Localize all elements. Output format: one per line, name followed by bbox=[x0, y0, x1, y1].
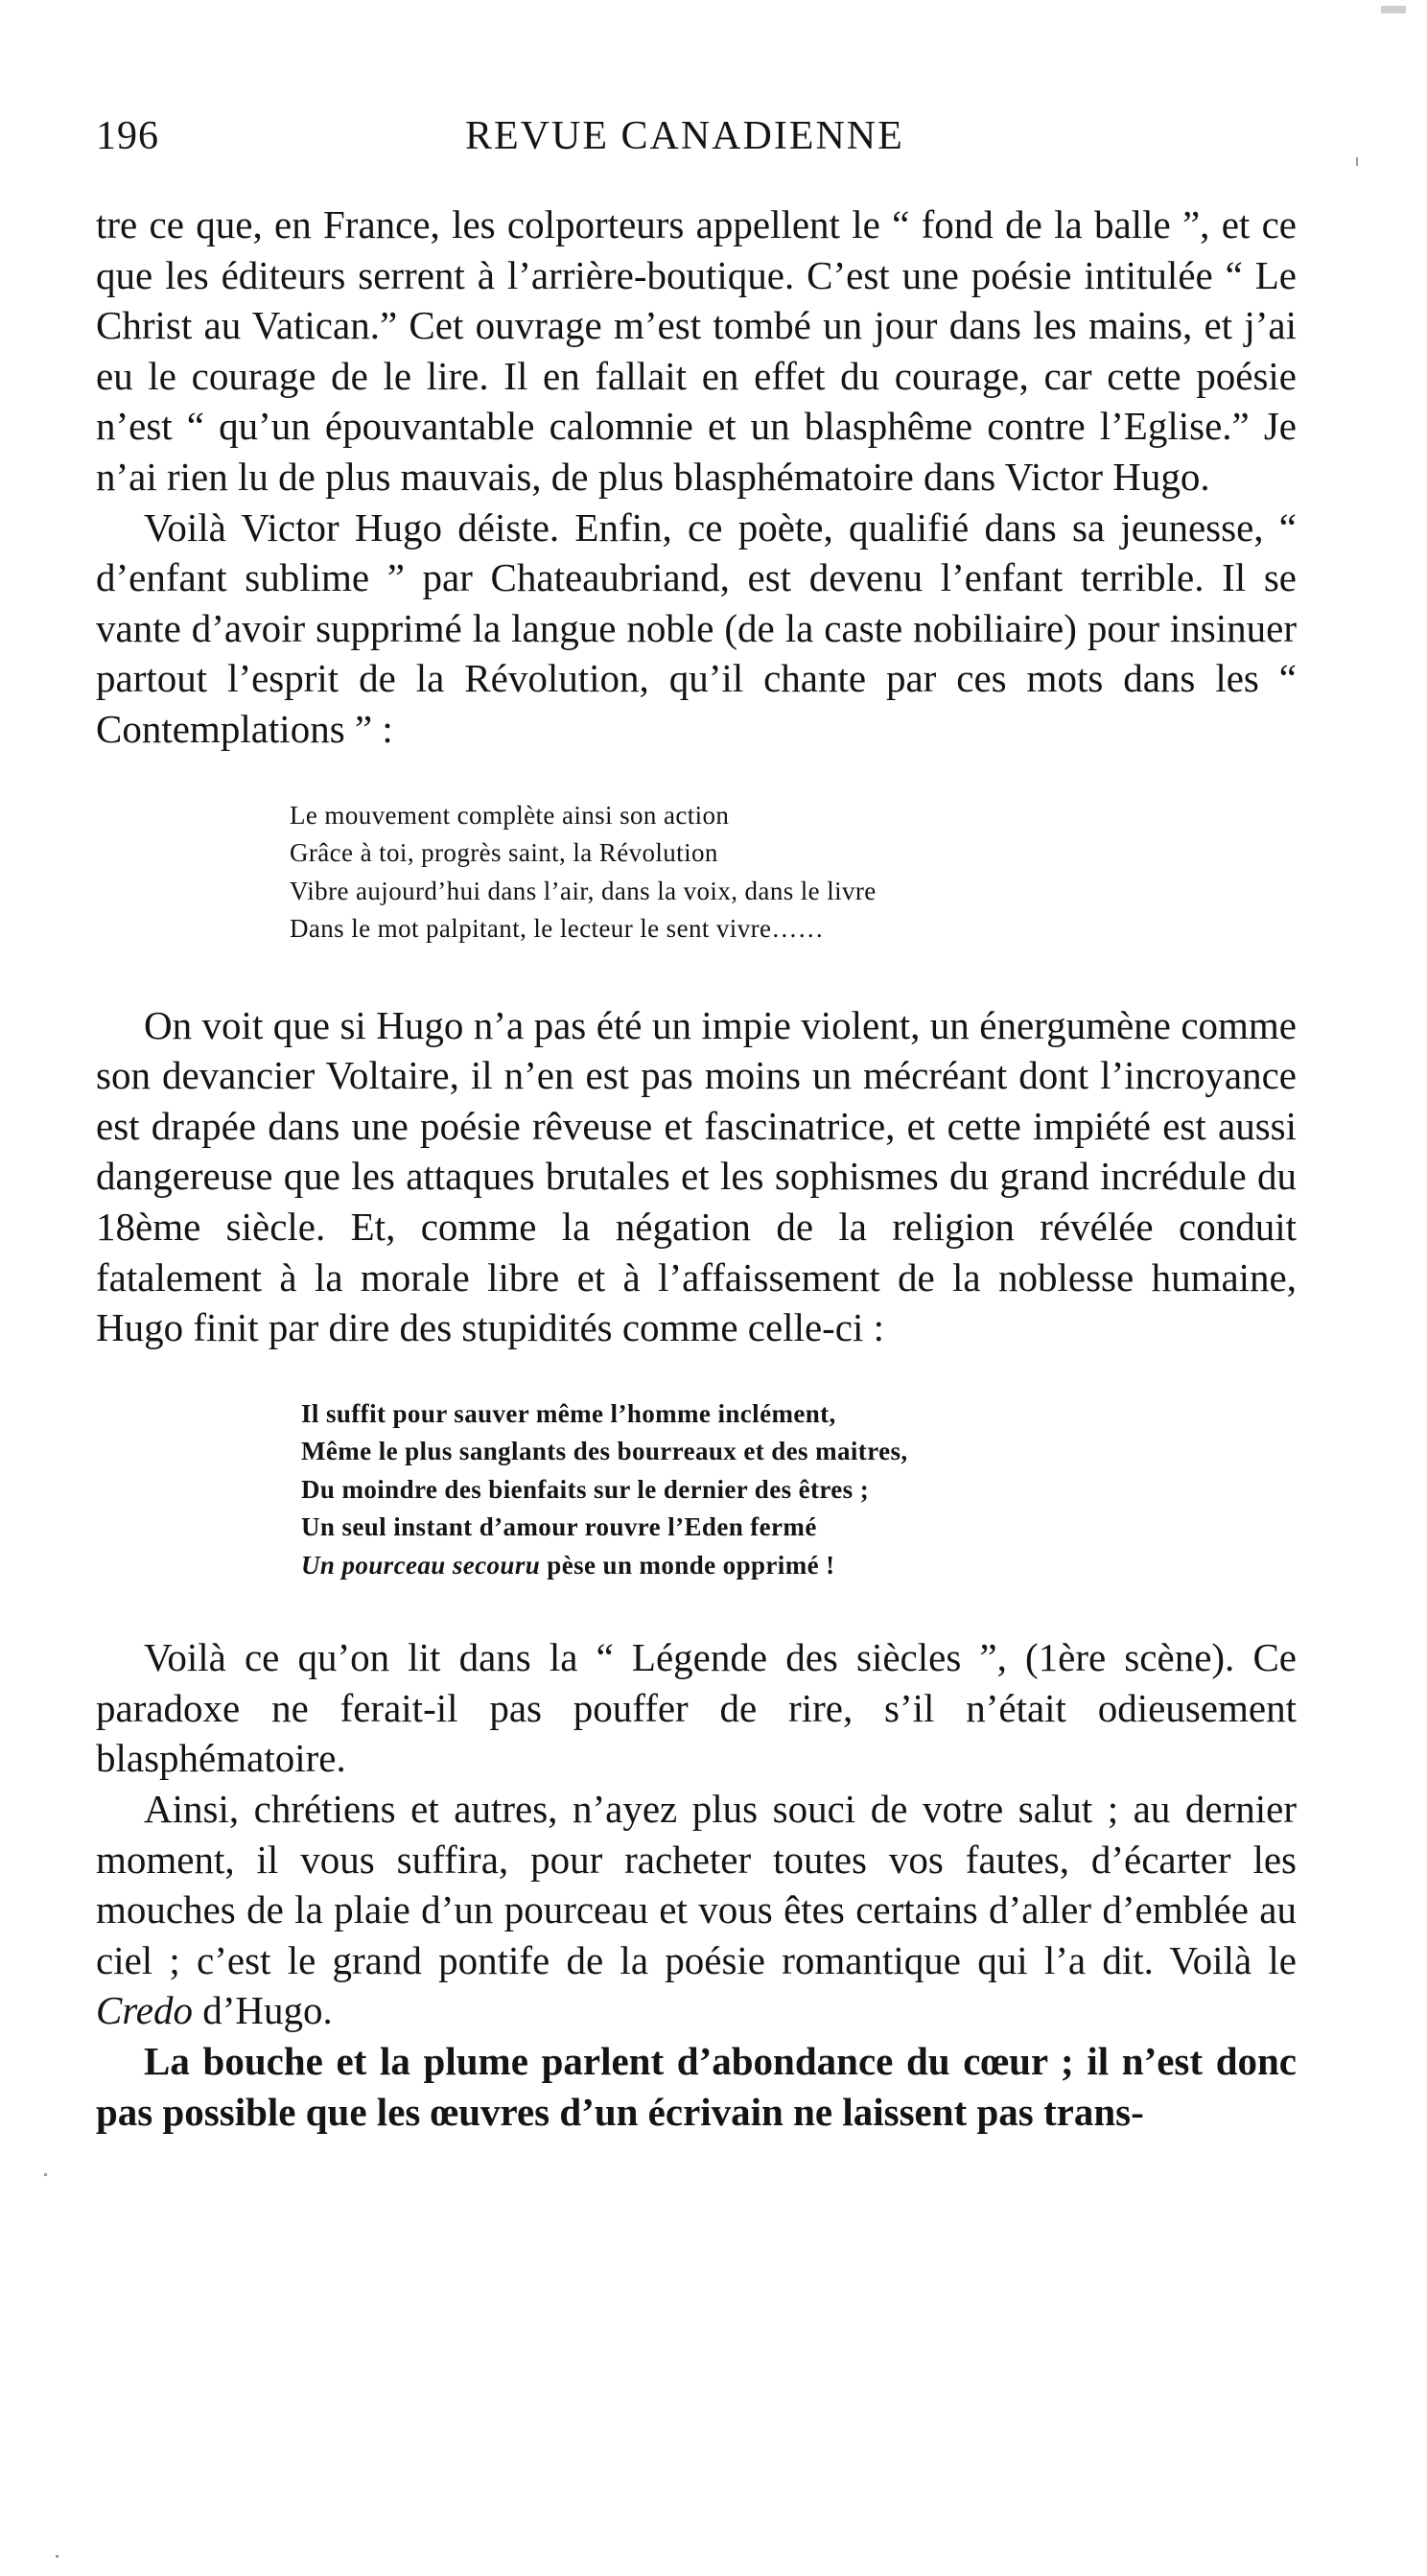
poem-line-last bbox=[301, 1547, 1297, 1585]
article-body bbox=[96, 199, 1297, 2137]
poem-line: Dans le mot palpitant, le lecteur le sent vivre…… bbox=[290, 914, 825, 944]
page-number: 196 bbox=[96, 114, 159, 158]
poem-line-rest: pèse un monde opprimé ! bbox=[540, 1550, 835, 1580]
paragraph-5 bbox=[96, 1784, 1297, 2036]
poem-line: Un seul instant d’amour rouvre l’Eden fermé bbox=[301, 1512, 817, 1542]
paragraph-2: Voilà Victor Hugo déiste. Enfin, ce poète, qualifié dans sa jeunesse, “ d’enfant sublime ” par Chateaubriand, est devenu l’enfant terrible. Il se vante d’avoir supprimé la langue noble (de la caste nobiliaire) pour insinuer partout l’esprit de la Révolution, qu’il chante par ces mots dans les “ Contemplations ” : bbox=[96, 504, 1297, 751]
journal-title: REVUE CANADIENNE bbox=[465, 114, 904, 158]
poem-line: Grâce à toi, progrès saint, la Révolution bbox=[290, 838, 718, 868]
poem-line: Le mouvement complète ainsi son action bbox=[290, 800, 730, 830]
paragraph-5-text: Ainsi, chrétiens et autres, n’ayez plus souci de votre salut ; au dernier moment, il vous suffira, pour racheter toutes vos fautes, d’écarter les mouches de la plaie d’un pourceau et vous êtes certains d’aller d’emblée au ciel ; c’est le grand pontife de la poésie romantique qui l’a dit. Voilà le bbox=[96, 1786, 1297, 1982]
poem-line: Même le plus sanglants des bourreaux et des maitres, bbox=[301, 1437, 908, 1466]
poem-line: Du moindre des bienfaits sur le dernier des êtres ; bbox=[301, 1474, 870, 1504]
poem-quote-legende bbox=[96, 1395, 1297, 1585]
paragraph-4: Voilà ce qu’on lit dans la “ Légende des siècles ”, (1ère scène). Ce paradoxe ne ferait-il pas pouffer de rire, s’il n’était odieusement blasphématoire. bbox=[96, 1635, 1297, 1781]
paragraph-6: La bouche et la plume parlent d’abondance du cœur ; il n’est donc pas possible que les œuvres d’un écrivain ne laissent pas trans- bbox=[96, 2038, 1297, 2134]
scan-speck bbox=[44, 2173, 47, 2176]
paragraph-3: On voit que si Hugo n’a pas été un impie violent, un énergumène comme son devancier Voltaire, il n’en est pas moins un mécréant dont l’incroyance est drapée dans une poésie rêveuse et fascinatrice, et cette impiété est aussi dangereuse que les attaques brutales et les sophismes du grand incrédule du 18ème siècle. Et, comme la négation de la religion révélée conduit fatalement à la morale libre et à l’affaissement de la noblesse humaine, Hugo finit par dire des stupidités comme celle-ci : bbox=[96, 1002, 1297, 1350]
scan-speck bbox=[56, 2555, 58, 2558]
running-head bbox=[96, 113, 1295, 171]
scan-speck bbox=[1356, 157, 1358, 166]
poem-italic-phrase: Un pourceau secouru bbox=[301, 1550, 541, 1580]
paragraph-5-end: d’Hugo. bbox=[202, 1988, 333, 2033]
poem-quote-contemplations bbox=[96, 797, 1297, 948]
paragraph-1: tre ce que, en France, les colporteurs appellent le “ fond de la balle ”, et ce que les éditeurs serrent à l’arrière-boutique. C’est une poésie intitulée “ Le Christ au Vatican.” Cet ouvrage m’est tombé un jour dans les mains, et j’ai eu le courage de le lire. Il en fallait en effet du courage, car cette poésie n’est “ qu’un épouvantable calomnie et un blasphême contre l’Eglise.” Je n’ai rien lu de plus mauvais, de plus blasphématoire dans Victor Hugo. bbox=[96, 202, 1297, 499]
poem-line: Il suffit pour sauver même l’homme inclément, bbox=[301, 1398, 836, 1428]
scan-speck bbox=[1381, 6, 1406, 13]
credo-italic: Credo bbox=[96, 1988, 193, 2033]
poem-line: Vibre aujourd’hui dans l’air, dans la voix, dans le livre bbox=[290, 876, 877, 905]
